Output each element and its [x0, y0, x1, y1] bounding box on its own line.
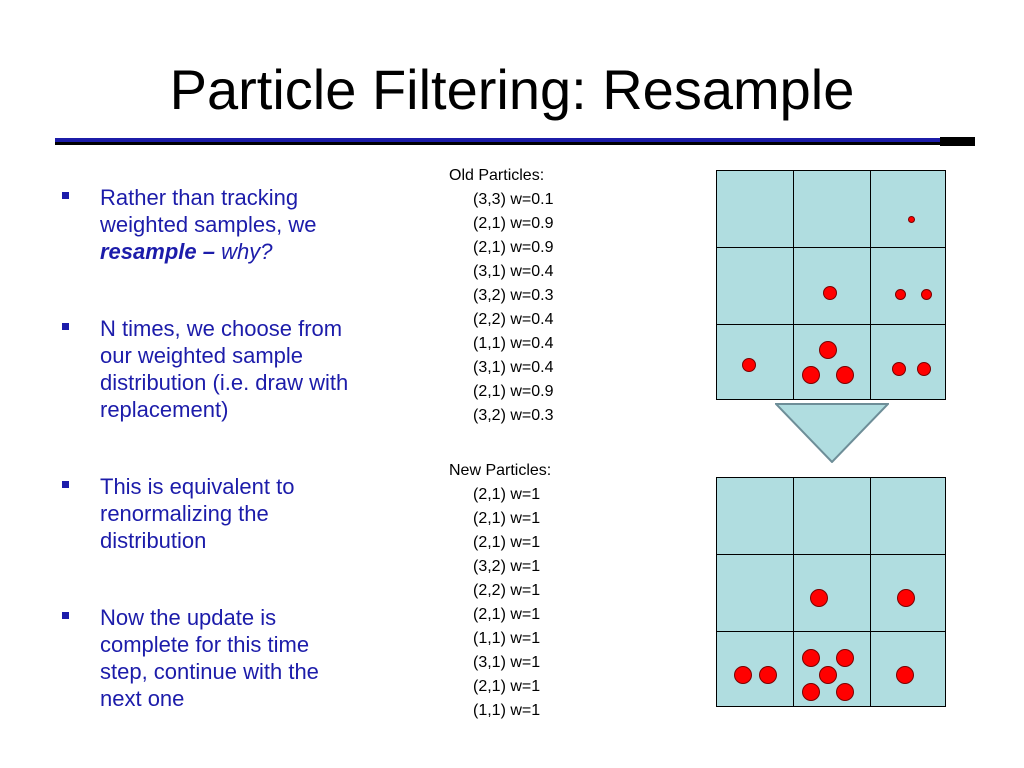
- particle-entry: (3,2) w=1: [473, 558, 541, 575]
- slide-title: Particle Filtering: Resample: [169, 58, 855, 121]
- bullet-question: why?: [214, 239, 273, 264]
- particle-dot: [897, 589, 915, 607]
- particle-entry: (2,1) w=0.9: [473, 239, 554, 256]
- particle-entry: (1,1) w=0.4: [473, 335, 554, 352]
- particle-dot: [802, 366, 820, 384]
- particle-dot: [836, 649, 854, 667]
- particle-dot: [896, 666, 914, 684]
- particle-entry: (3,1) w=0.4: [473, 359, 554, 376]
- bullet-item: [62, 473, 362, 554]
- particle-entry: (2,1) w=0.9: [473, 215, 554, 232]
- bullet-text: Now the update is complete for this time step, continue with the next one: [100, 605, 319, 711]
- bullet-list: [62, 184, 362, 762]
- particle-dot: [892, 362, 906, 376]
- grid-line: [717, 631, 945, 632]
- particle-dot: [836, 683, 854, 701]
- grid-line: [717, 554, 945, 555]
- particle-dot: [759, 666, 777, 684]
- particle-dot: [895, 289, 906, 300]
- particle-entry: (2,2) w=0.4: [473, 311, 554, 328]
- bullet-text: This is equivalent to renormalizing the distribution: [100, 474, 295, 553]
- particle-entry: (1,1) w=1: [473, 630, 541, 647]
- bullet-marker-icon: [62, 481, 69, 488]
- particle-dot: [802, 683, 820, 701]
- particle-dot: [810, 589, 828, 607]
- grid-line: [870, 171, 871, 399]
- bullet-marker-icon: [62, 612, 69, 619]
- particle-entry: (3,1) w=1: [473, 654, 541, 671]
- particle-entry: (2,1) w=1: [473, 534, 541, 551]
- grid-line: [870, 478, 871, 706]
- particle-dot: [908, 216, 915, 223]
- bullet-marker-icon: [62, 192, 69, 199]
- particle-entry: (2,1) w=1: [473, 510, 541, 527]
- particle-entry: (1,1) w=1: [473, 702, 541, 719]
- old-particles-list: [449, 164, 553, 428]
- particle-entry: (2,1) w=0.9: [473, 383, 554, 400]
- bullet-text: Rather than tracking weighted samples, we: [100, 185, 317, 237]
- particle-dot: [819, 341, 837, 359]
- title-rule-end-block: [940, 137, 975, 146]
- old-particles-grid: [716, 170, 946, 400]
- particle-dot: [836, 366, 854, 384]
- old-particles-heading: Old Particles:: [449, 167, 545, 184]
- bullet-item: [62, 184, 362, 265]
- particle-entry: (3,2) w=0.3: [473, 287, 554, 304]
- bullet-emphasis: resample –: [100, 239, 215, 264]
- bullet-item: [62, 604, 362, 712]
- new-particles-list: [449, 459, 551, 723]
- particle-entry: (2,1) w=1: [473, 678, 541, 695]
- grid-line: [793, 478, 794, 706]
- particle-dot: [921, 289, 932, 300]
- particle-dot: [742, 358, 756, 372]
- down-arrow-icon: [775, 403, 889, 463]
- grid-line: [717, 324, 945, 325]
- title-rule-black: [55, 142, 975, 145]
- particle-entry: (3,1) w=0.4: [473, 263, 554, 280]
- particle-dot: [734, 666, 752, 684]
- grid-line: [793, 171, 794, 399]
- particle-dot: [917, 362, 931, 376]
- particle-entry: (3,2) w=0.3: [473, 407, 554, 424]
- bullet-text: N times, we choose from our weighted sample distribution (i.e. draw with replacement): [100, 316, 349, 422]
- particle-dot: [819, 666, 837, 684]
- grid-line: [717, 247, 945, 248]
- particle-entry: (2,1) w=1: [473, 486, 541, 503]
- bullet-item: [62, 315, 362, 423]
- particle-entry: (2,1) w=1: [473, 606, 541, 623]
- new-particles-heading: New Particles:: [449, 462, 552, 479]
- particle-dot: [802, 649, 820, 667]
- new-particles-grid: [716, 477, 946, 707]
- particle-entry: (2,2) w=1: [473, 582, 541, 599]
- particle-dot: [823, 286, 837, 300]
- particle-entry: (3,3) w=0.1: [473, 191, 554, 208]
- bullet-marker-icon: [62, 323, 69, 330]
